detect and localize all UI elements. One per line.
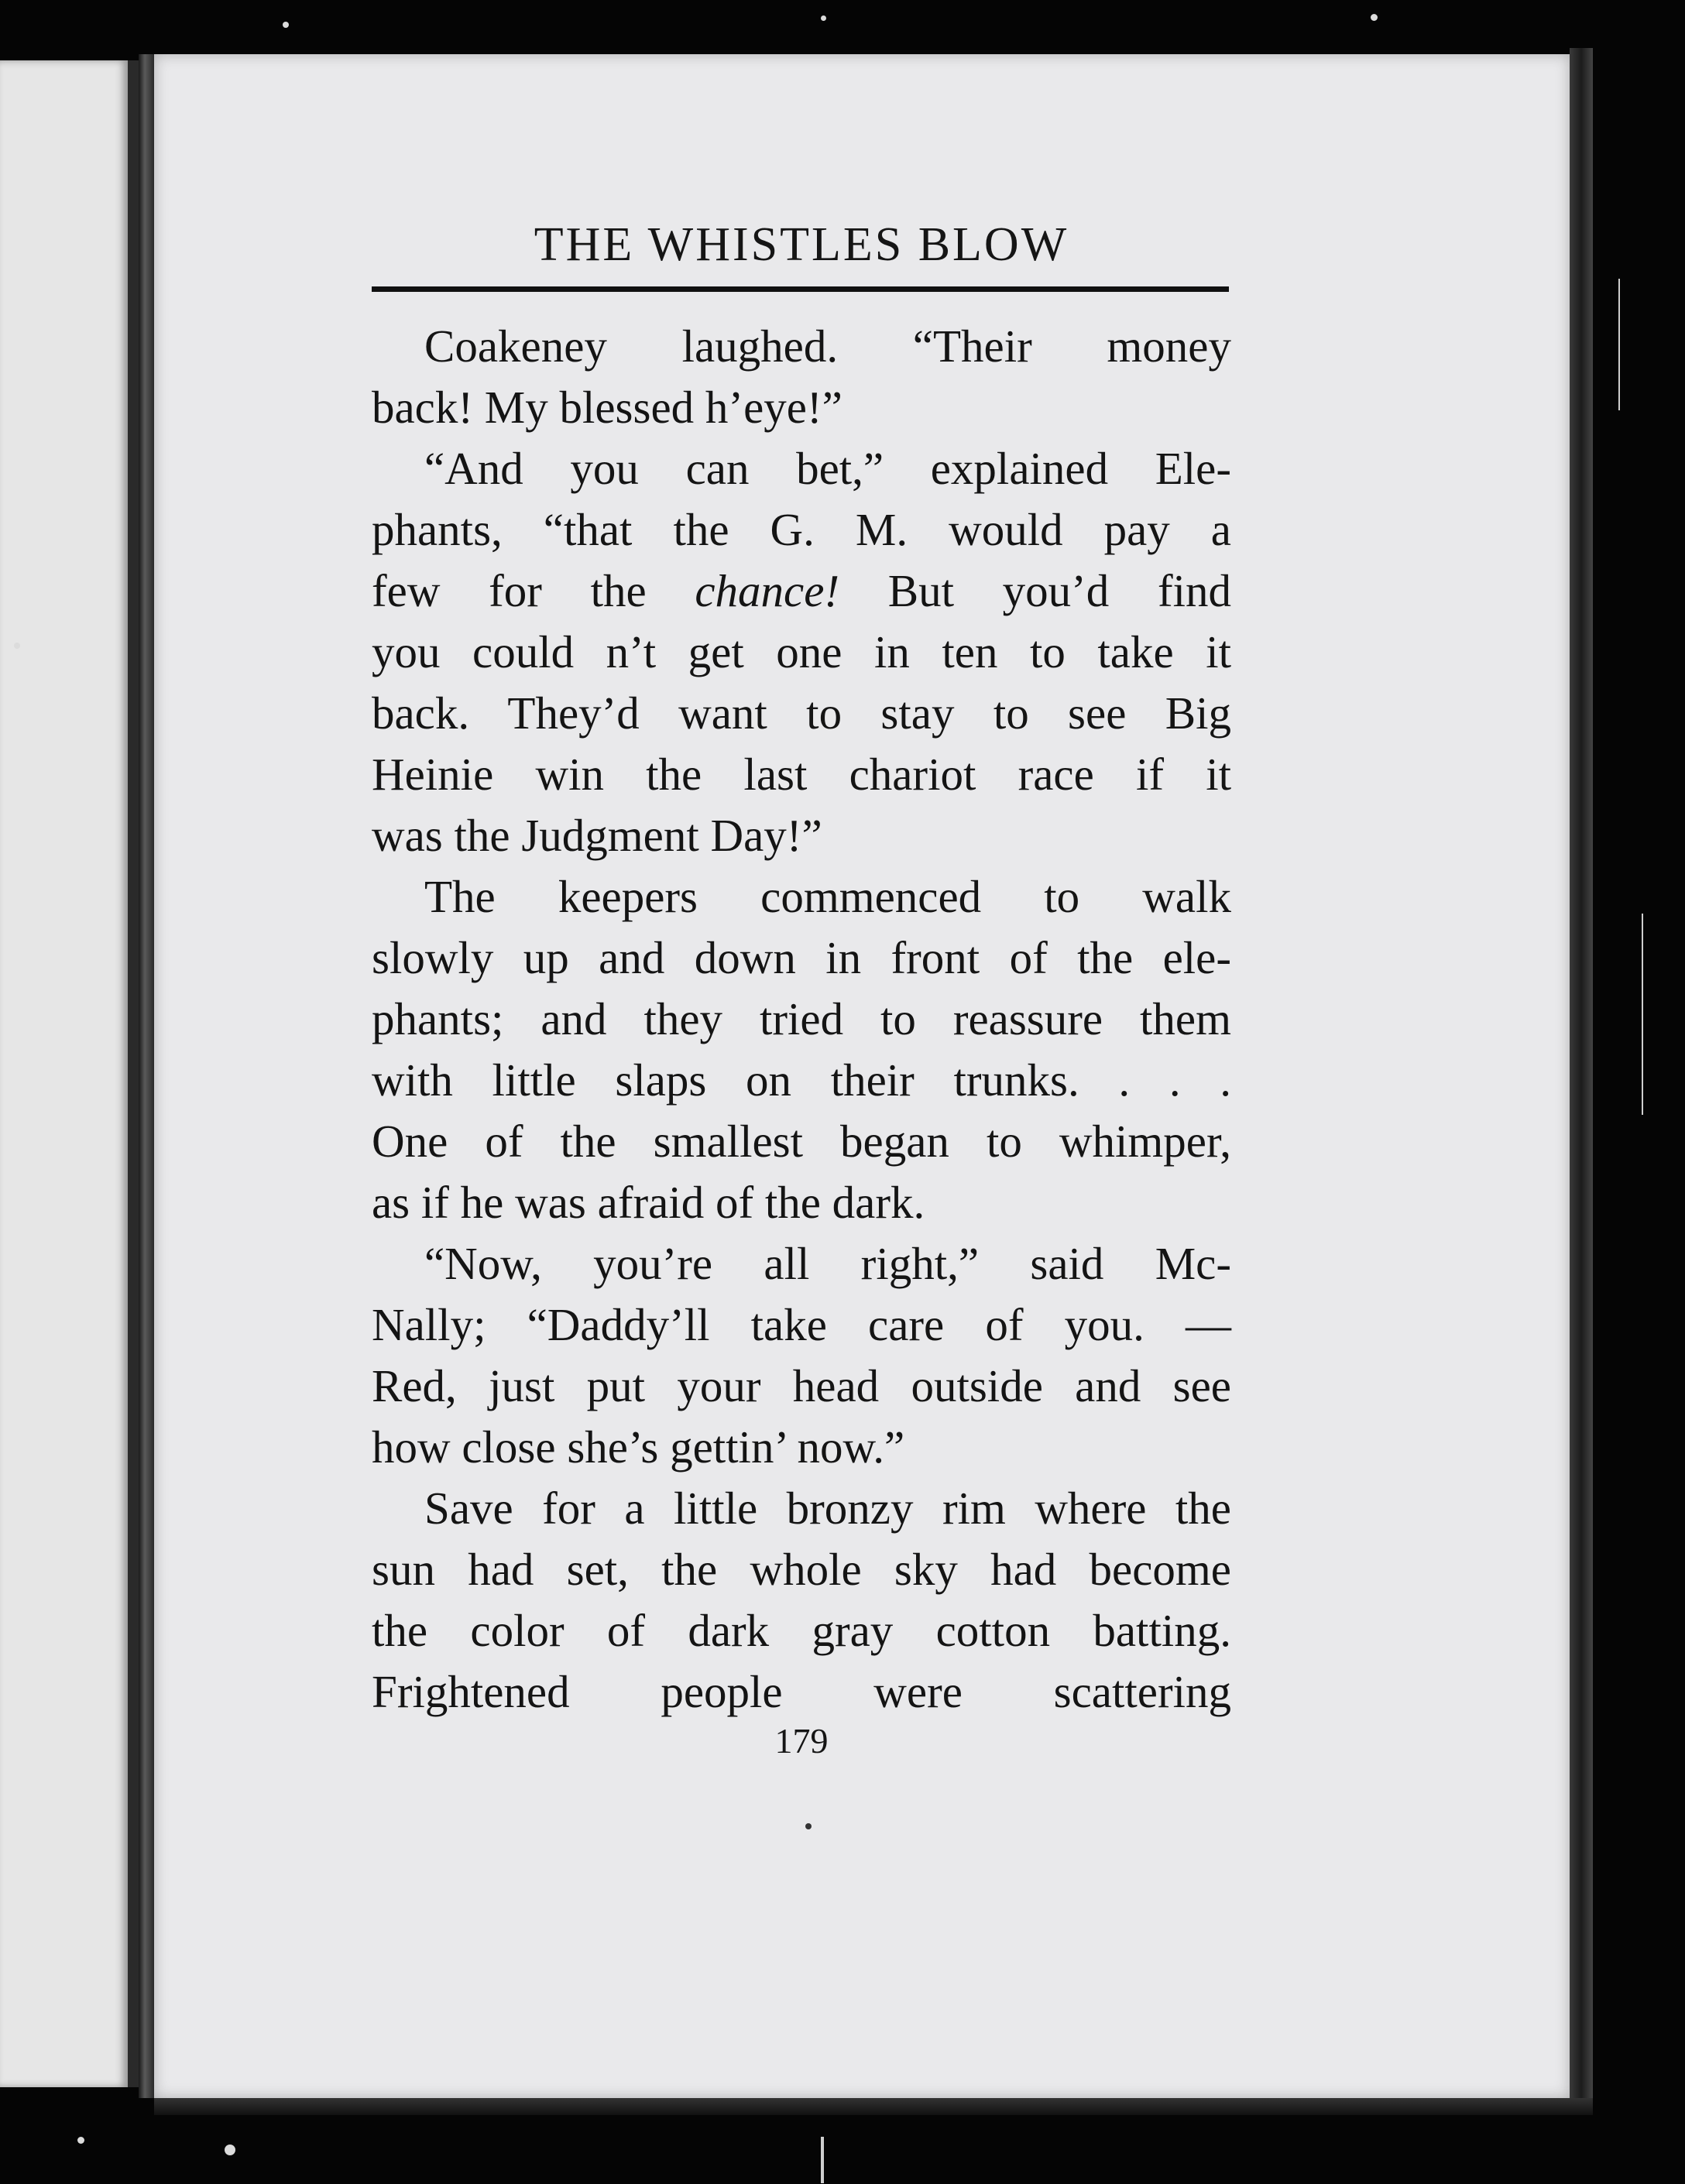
text-line: was the Judgment Day!” [372, 810, 822, 861]
page-fore-edge [1570, 48, 1593, 2107]
page-number: 179 [774, 1721, 829, 1761]
text-line: phants; and they tried to reassure them [372, 993, 1231, 1044]
text-line: slowly up and down in front of the ele- [372, 932, 1231, 983]
text-line: “Now, you’re all right,” said Mc- [424, 1238, 1231, 1289]
scan-speck [225, 2145, 235, 2155]
body-text [372, 316, 1231, 1723]
scan-scratch [1618, 279, 1620, 410]
text-line: the color of dark gray cotton batting. [372, 1605, 1231, 1656]
text-line: phants, “that the G. M. would pay a [372, 504, 1231, 555]
scan-speck [805, 1823, 812, 1829]
facing-page-edge [0, 60, 139, 2087]
scan-speck [821, 15, 826, 21]
book-gutter [139, 54, 154, 2098]
text-line: One of the smallest began to whimper, [372, 1116, 1231, 1167]
text-line: Nally; “Daddy’ll take care of you. — [372, 1299, 1231, 1350]
scan-speck [77, 2137, 84, 2144]
text-line: Heinie win the last chariot race if it [372, 749, 1231, 800]
scan-speck [14, 643, 20, 649]
text-line [372, 561, 1231, 622]
text-line: sun had set, the whole sky had become [372, 1544, 1231, 1595]
text-run: few for the [372, 565, 695, 616]
scan-speck [1371, 14, 1378, 21]
text-line: back! My blessed h’eye!” [372, 382, 842, 433]
scan-speck [283, 22, 289, 28]
running-head: THE WHISTLES BLOW [534, 218, 1069, 271]
text-line: “And you can bet,” explained Ele- [424, 443, 1231, 494]
header-rule [372, 286, 1229, 292]
text-line: how close she’s gettin’ now.” [372, 1421, 905, 1473]
text-line: Red, just put your head outside and see [372, 1360, 1231, 1411]
text-run: But you’d find [839, 565, 1231, 616]
scan-scratch [821, 2137, 824, 2183]
text-line: Coakeney laughed. “Their money [424, 321, 1231, 372]
text-line: back. They’d want to stay to see Big [372, 687, 1231, 739]
text-line: with little slaps on their trunks. . . . [372, 1054, 1231, 1106]
page-bottom-edge [154, 2098, 1593, 2115]
text-line: Save for a little bronzy rim where the [424, 1483, 1231, 1534]
text-line: as if he was afraid of the dark. [372, 1177, 925, 1228]
text-line: The keepers commenced to walk [424, 871, 1231, 922]
text-line: Frightened people were scattering [372, 1666, 1231, 1717]
italic-word: chance! [695, 565, 840, 616]
scan-scratch [1642, 914, 1643, 1115]
text-line: you could n’t get one in ten to take it [372, 626, 1231, 677]
